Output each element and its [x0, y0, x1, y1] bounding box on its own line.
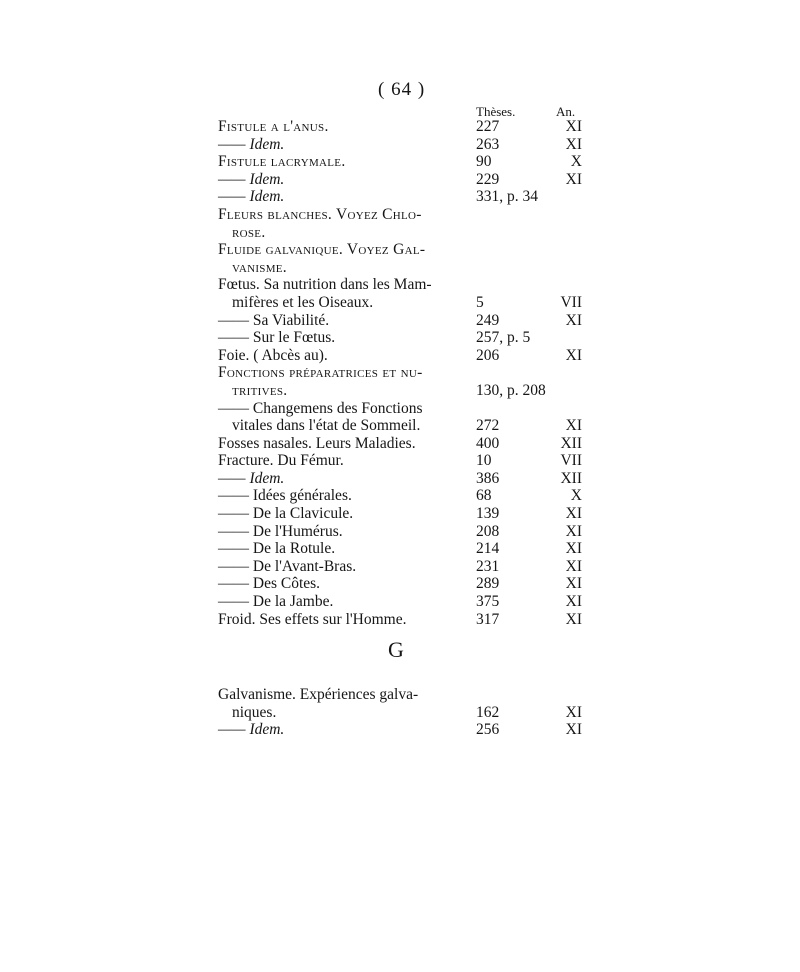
index-row [0, 241, 800, 259]
entry-text: Fonctions préparatrices et nu- [218, 364, 423, 382]
entry-year: XI [565, 417, 582, 435]
entry-thesis-number: 5 [476, 293, 484, 311]
entry-year: XI [565, 721, 582, 739]
entry-thesis-number: 162 [476, 703, 500, 721]
index-row [0, 540, 800, 558]
entry-year: X [570, 153, 582, 171]
entry-thesis-number: 227 [476, 118, 500, 135]
index-row [0, 686, 800, 704]
entry-thesis-number: 263 [476, 135, 500, 153]
entry-text: —— Sa Viabilité. [218, 311, 330, 329]
entry-year: XI [565, 610, 582, 628]
entry-year: XI [565, 135, 582, 153]
entry-year: XI [565, 522, 582, 540]
index-row [0, 382, 800, 400]
index-row [0, 276, 800, 294]
entry-thesis-number: 317 [476, 610, 500, 628]
entry-text: Galvanisme. Expériences galva- [218, 686, 419, 703]
entry-text: —— De la Clavicule. [218, 505, 354, 523]
index-row [0, 575, 800, 593]
entry-text: Fistule a l'anus. [218, 118, 329, 135]
page-number: ( 64 ) [378, 79, 426, 100]
entry-text: —— Idem. [218, 721, 285, 739]
entry-year: XI [565, 557, 582, 575]
entry-year: XI [565, 540, 582, 558]
section-letter: G [388, 637, 404, 662]
entry-thesis-number: 289 [476, 575, 500, 593]
entry-text: vitales dans l'état de Sommeil. [232, 417, 421, 435]
index-row [0, 487, 800, 505]
entry-thesis-number: 386 [476, 469, 500, 487]
entry-text: —— Changemens des Fonctions [218, 399, 423, 417]
entry-text: Froid. Ses effets sur l'Homme. [218, 610, 407, 628]
entry-thesis-number: 68 [476, 487, 492, 505]
entry-thesis-number: 331, p. 34 [476, 188, 538, 206]
entry-year: XI [565, 593, 582, 611]
entry-thesis-number: 257, p. 5 [476, 329, 531, 347]
index-row [0, 470, 800, 488]
column-header-an: An. [556, 104, 576, 119]
index-row [0, 523, 800, 541]
index-row [0, 259, 800, 277]
entry-text: —— Idem. [218, 469, 285, 487]
entry-thesis-number: 249 [476, 311, 500, 329]
index-row [0, 206, 800, 224]
entry-year: XI [565, 311, 582, 329]
entry-text: —— De la Jambe. [218, 593, 334, 611]
entry-text: —— Idem. [218, 135, 285, 153]
entry-thesis-number: 10 [476, 452, 492, 470]
entry-text: tritives. [232, 381, 288, 399]
entry-text: Fistule lacrymale. [218, 153, 346, 171]
entry-text: rose. [232, 223, 266, 241]
entry-text: Fœtus. Sa nutrition dans les Mam- [218, 276, 432, 294]
entry-text: Fracture. Du Fémur. [218, 452, 344, 470]
index-row [0, 704, 800, 722]
entry-text: Foie. ( Abcès au). [218, 346, 328, 364]
entry-thesis-number: 214 [476, 540, 500, 558]
column-header-theses: Thèses. [476, 104, 516, 119]
entry-thesis-number: 130, p. 208 [476, 381, 546, 399]
index-row [0, 417, 800, 435]
entry-year: XI [565, 703, 582, 721]
entry-year: XII [560, 434, 582, 452]
entry-year: XII [560, 469, 582, 487]
index-row [0, 329, 800, 347]
entry-year: X [570, 487, 582, 505]
entry-thesis-number: 139 [476, 505, 500, 523]
index-row [0, 294, 800, 312]
index-row [0, 505, 800, 523]
entry-thesis-number: 256 [476, 721, 500, 739]
entry-thesis-number: 272 [476, 417, 500, 435]
entry-text: —— Idem. [218, 170, 285, 188]
entry-text: —— Idem. [218, 188, 285, 206]
entry-text: Fleurs blanches. Voyez Chlo- [218, 205, 422, 223]
index-row [0, 118, 800, 136]
entry-year: VII [560, 293, 582, 311]
index-row [0, 400, 800, 418]
index-row [0, 347, 800, 365]
index-entries-g [0, 686, 800, 739]
entry-text: Fosses nasales. Leurs Maladies. [218, 434, 416, 452]
index-row [0, 171, 800, 189]
entry-thesis-number: 231 [476, 557, 500, 575]
index-row [0, 364, 800, 382]
entry-thesis-number: 90 [476, 153, 492, 171]
entry-thesis-number: 375 [476, 593, 500, 611]
entry-year: XI [565, 170, 582, 188]
index-row [0, 136, 800, 154]
entry-year: XI [565, 505, 582, 523]
entry-text: —— Des Côtes. [218, 575, 321, 593]
entry-thesis-number: 206 [476, 346, 500, 364]
entry-text: niques. [232, 703, 277, 721]
entry-text: —— De l'Avant-Bras. [218, 557, 357, 575]
entry-year: XI [565, 346, 582, 364]
index-row [0, 312, 800, 330]
index-row [0, 611, 800, 629]
entry-thesis-number: 208 [476, 522, 500, 540]
entry-year: VII [560, 452, 582, 470]
index-row [0, 721, 800, 739]
entry-text: —— Idées générales. [218, 487, 352, 505]
index-row [0, 452, 800, 470]
entry-text: Fluide galvanique. Voyez Gal- [218, 241, 426, 259]
entry-text: —— De la Rotule. [218, 540, 336, 558]
entry-year: XI [565, 575, 582, 593]
index-row [0, 188, 800, 206]
index-row [0, 435, 800, 453]
index-entries-f [0, 118, 800, 628]
entry-text: —— De l'Humérus. [218, 522, 343, 540]
entry-text: mifères et les Oiseaux. [232, 293, 374, 311]
entry-thesis-number: 400 [476, 434, 500, 452]
index-row [0, 153, 800, 171]
index-row [0, 558, 800, 576]
entry-year: XI [565, 118, 582, 135]
index-row [0, 593, 800, 611]
entry-text: vanisme. [232, 258, 287, 276]
index-row [0, 224, 800, 242]
entry-thesis-number: 229 [476, 170, 500, 188]
entry-text: —— Sur le Fœtus. [218, 329, 336, 347]
